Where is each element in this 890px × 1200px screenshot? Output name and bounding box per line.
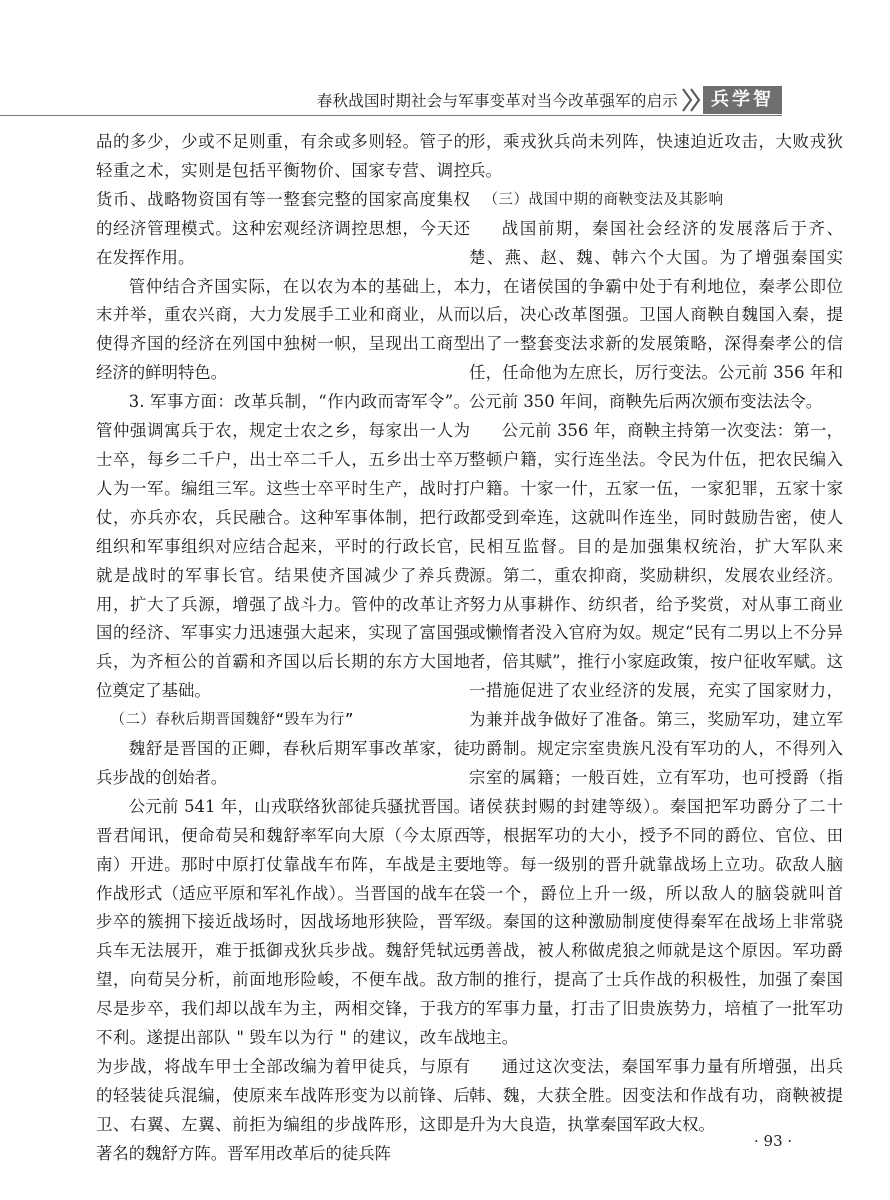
paragraph: 品的多少，少或不足则重，有余或多则轻。管子的轻重之术，实则是包括平衡物价、国家专营、调控货币、战略物资国有等一整套完整的国家高度集权的经济管理模式。这种宏观经济调控思想，今天还在发挥作用。 xyxy=(96,132,470,267)
right-column xyxy=(469,128,843,1140)
double-chevron-icon xyxy=(680,86,704,114)
header-title: 春秋战国时期社会与军事变革对当今改革强军的启示 xyxy=(316,92,678,110)
subsection-heading: （三）战国中期的商鞅变法及其影响 xyxy=(483,191,724,208)
paragraph: 公元前 541 年，山戎联络狄部徒兵骚扰晋国。晋君闻讯，便命荀吴和魏舒率军向大原（今太原西南）开进。那时中原打仗靠战车布阵，车战是主要作战形式（适应平原和军礼作战）。当晋国的战车在步卒的簇拥下接近战场时，因战场地形狭险，晋军兵车无法展开，难于抵御戎狄兵步战。魏舒凭轼远望，向荀吴分析，前面地形险峻，不便车战。敌方尽是步卒，我们却以战车为主，两相交锋，于我方不利。遂提出部队 " 毁车以为行 " 的建议，改车战为步战，将战车甲士全部改编为着甲徒兵，与原有的轻装徒兵混编，使原来车战阵形变为以前锋、后卫、右翼、左翼、前拒为编组的步战阵形，这即是著名的魏舒方阵。晋军用改革后的徒兵阵 xyxy=(96,796,470,1163)
paragraph: 战国前期，秦国社会经济的发展落后于齐、楚、燕、赵、魏、韩六个大国。为了增强秦国实力，在诸侯国的争霸中处于有利地位，秦孝公即位以后，决心改革图强。卫国人商鞅自魏国入秦，提出了一整套变法求新的发展策略，深得秦孝公的信任，任命他为左庶长，厉行变法。公元前 356 年和公元前 350 年间，商鞅先后两次颁布变法法令。 xyxy=(469,218,843,412)
page-number: · 93 · xyxy=(754,1132,793,1150)
paragraph: 通过这次变法，秦国军事力量有所增强，出兵韩、魏，大获全胜。因变法和作战有功，商鞅被提升为大良造，执掌秦国军政大权。 xyxy=(469,1057,843,1134)
subsection-heading: （二）春秋后期晋国魏舒“毁车为行” xyxy=(110,712,354,729)
running-header xyxy=(0,86,890,138)
left-column xyxy=(96,128,470,1169)
paragraph: 魏舒是晋国的正卿，春秋后期军事改革家，徒兵步战的创始者。 xyxy=(96,739,470,787)
section-badge: 兵学智库 xyxy=(703,86,782,114)
paragraph: 公元前 356 年，商鞅主持第一次变法：第一，整顿户籍，实行连坐法。令民为什伍，把农民编入户籍。十家一什，五家一伍，一家犯罪，五家十家都受到牵连，这就叫作连坐，同时鼓励告密，使人民相互监督。目的是加强集权统治，扩大军队来源。第二，重农抑商，奖励耕织，发展农业经济。努力从事耕作、纺织者，给予奖赏，对从事工商业或懒惰者没入官府为奴。规定“民有二男以上不分异者，倍其赋”，推行小家庭政策，按户征收军赋。这一措施促进了农业经济的发展，充实了国家财力，为兼并战争做好了准备。第三，奖励军功，建立军功爵制。规定宗室贵族凡没有军功的人，不得列入宗室的属籍；一般百姓，立有军功，也可授爵（指诸侯获封赐的封建等级）。秦国把军功爵分了二十等，根据军功的大小，授予不同的爵位、官位、田地等。每一级别的晋升就靠战场上立功。砍敌人脑袋一个，爵位上升一级，所以敌人的脑袋就叫首级。秦国的这种激励制度使得秦军在战场上非常骁勇善战，被人称做虎狼之师就是这个原因。军功爵制的推行，提高了士兵作战的积极性，加强了秦国的军事力量，打击了旧贵族势力，培植了一批军功地主。 xyxy=(469,421,843,1048)
header-divider xyxy=(0,115,782,116)
paragraph: 形，乘戎狄兵尚未列阵，快速迫近攻击，大败戎狄兵。 xyxy=(469,132,843,180)
paragraph: 3. 军事方面：改革兵制，“作内政而寄军令”。管仲强调寓兵于农，规定士农之乡，每家出一人为士卒，每乡二千户，出士卒二千人，五乡出士卒万人为一军。编组三军。这些士卒平时生产，战时打仗，亦兵亦农，兵民融合。这种军事体制，把行政组织和军事组织对应结合起来，平时的行政长官，就是战时的军事长官。结果使齐国减少了养兵费用，扩大了兵源，增强了战斗力。管仲的改革让齐国的经济、军事实力迅速强大起来，实现了富国强兵，为齐桓公的首霸和齐国以后长期的东方大国地位奠定了基础。 xyxy=(96,392,470,701)
paragraph: 管仲结合齐国实际，在以农为本的基础上，本末并举，重农兴商，大力发展手工业和商业，从而使得齐国的经济在列国中独树一帜，呈现出工商型经济的鲜明特色。 xyxy=(96,276,470,383)
